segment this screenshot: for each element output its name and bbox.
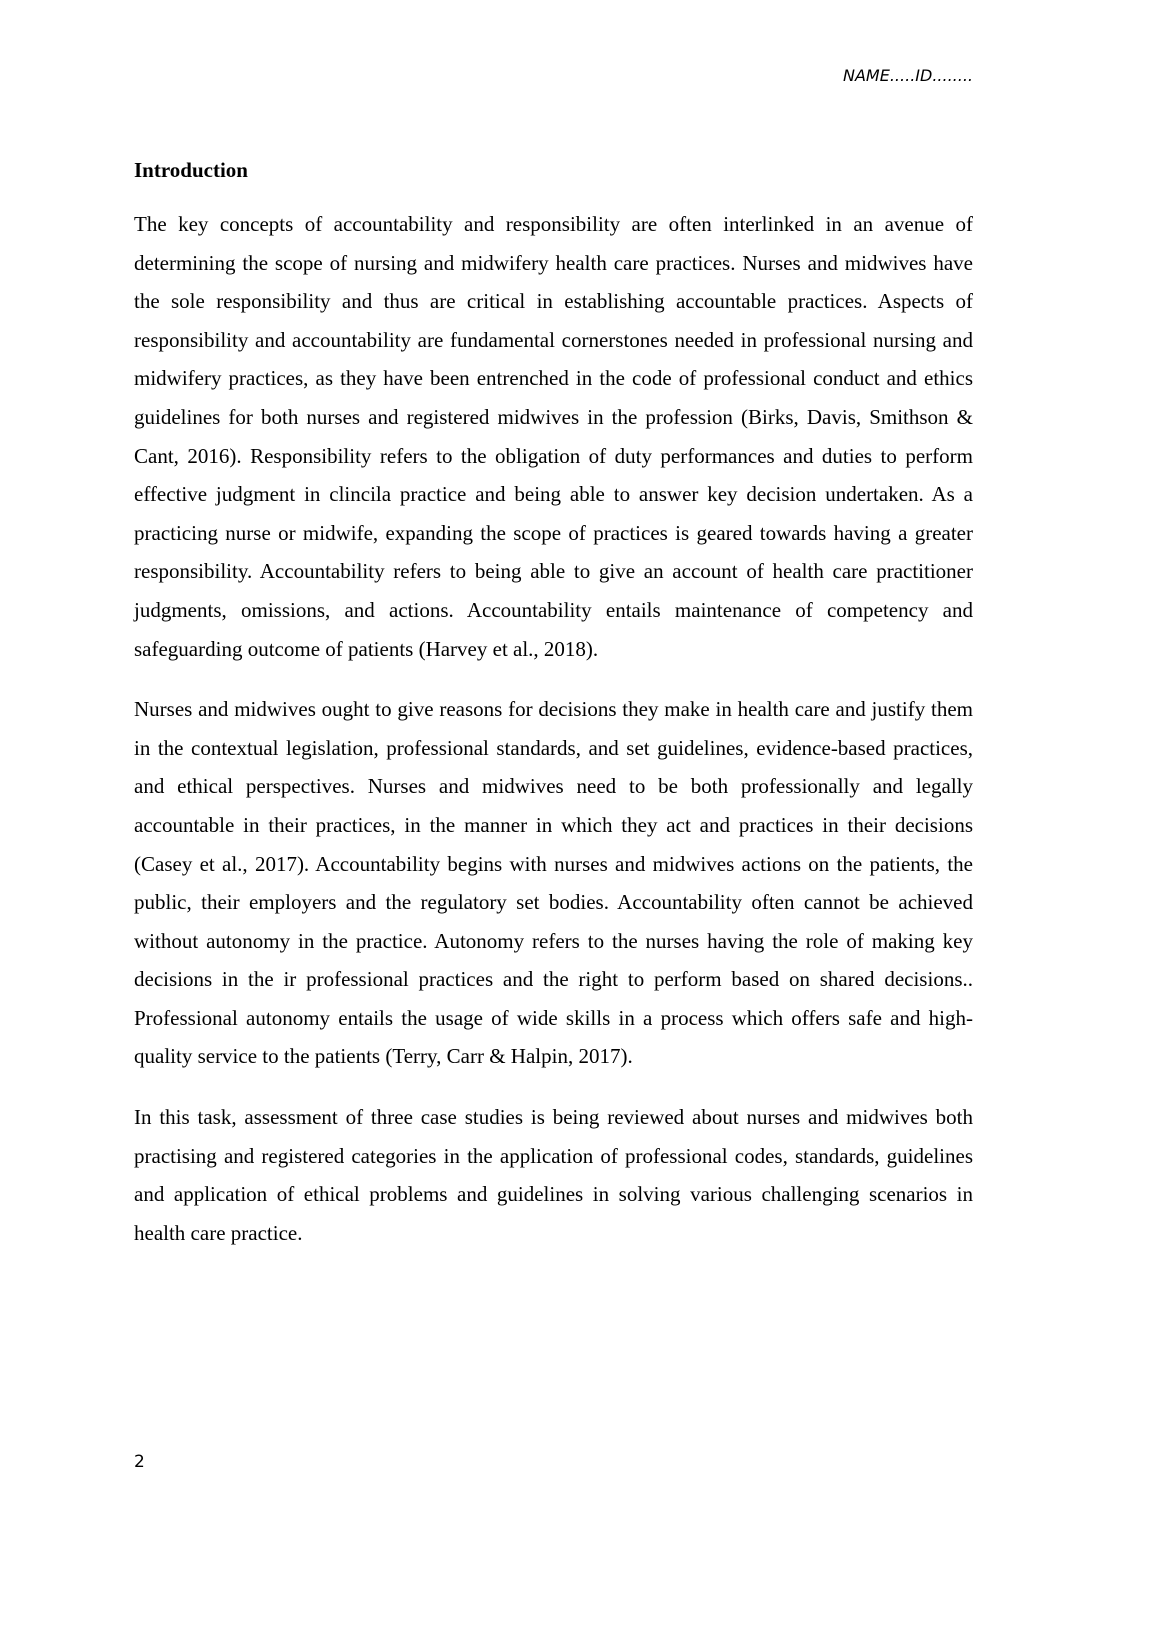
paragraph: The key concepts of accountability and responsibility are often interlinked in an avenue of determining the scope of nursing and midwifery health care practices. Nurses and midwives have the sole responsibility and thus are critical in establishing accountable practices. Aspects of responsibility and accountability are fundamental cornerstones needed in professional nursing and midwifery practices, as they have been entrenched in the code of professional conduct and ethics guidelines for both nurses and registered midwives in the profession (Birks, Davis, Smithson & Cant, 2016). Responsibility refers to the obligation of duty performances and duties to perform effective judgment in clincila practice and being able to answer key decision undertaken. As a practicing nurse or midwife, expanding the scope of practices is geared towards having a greater responsibility. Accountability refers to being able to give an account of health care practitioner judgments, omissions, and actions. Accountability entails maintenance of competency and safeguarding outcome of patients (Harvey et al., 2018). bbox=[134, 212, 973, 661]
section-heading: Introduction bbox=[134, 158, 248, 182]
paragraph: In this task, assessment of three case studies is being reviewed about nurses and midwives both practising and registered categories in the application of professional codes, standards, guidelines and application of ethical problems and guidelines in solving various challenging scenarios in health care practice. bbox=[134, 1105, 973, 1245]
page-number: 2 bbox=[134, 1452, 145, 1472]
document-body bbox=[134, 155, 973, 1274]
paragraph: Nurses and midwives ought to give reasons for decisions they make in health care and justify them in the contextual legislation, professional standards, and set guidelines, evidence-based practices, and ethical perspectives. Nurses and midwives need to be both professionally and legally accountable in their practices, in the manner in which they act and practices in their decisions (Casey et al., 2017). Accountability begins with nurses and midwives actions on the patients, the public, their employers and the regulatory set bodies. Accountability often cannot be achieved without autonomy in the practice. Autonomy refers to the nurses having the role of making key decisions in the ir professional practices and the right to perform based on shared decisions.. Professional autonomy entails the usage of wide skills in a process which offers safe and high-quality service to the patients (Terry, Carr & Halpin, 2017). bbox=[134, 697, 973, 1069]
page-header: NAME.....ID........ bbox=[843, 66, 973, 85]
